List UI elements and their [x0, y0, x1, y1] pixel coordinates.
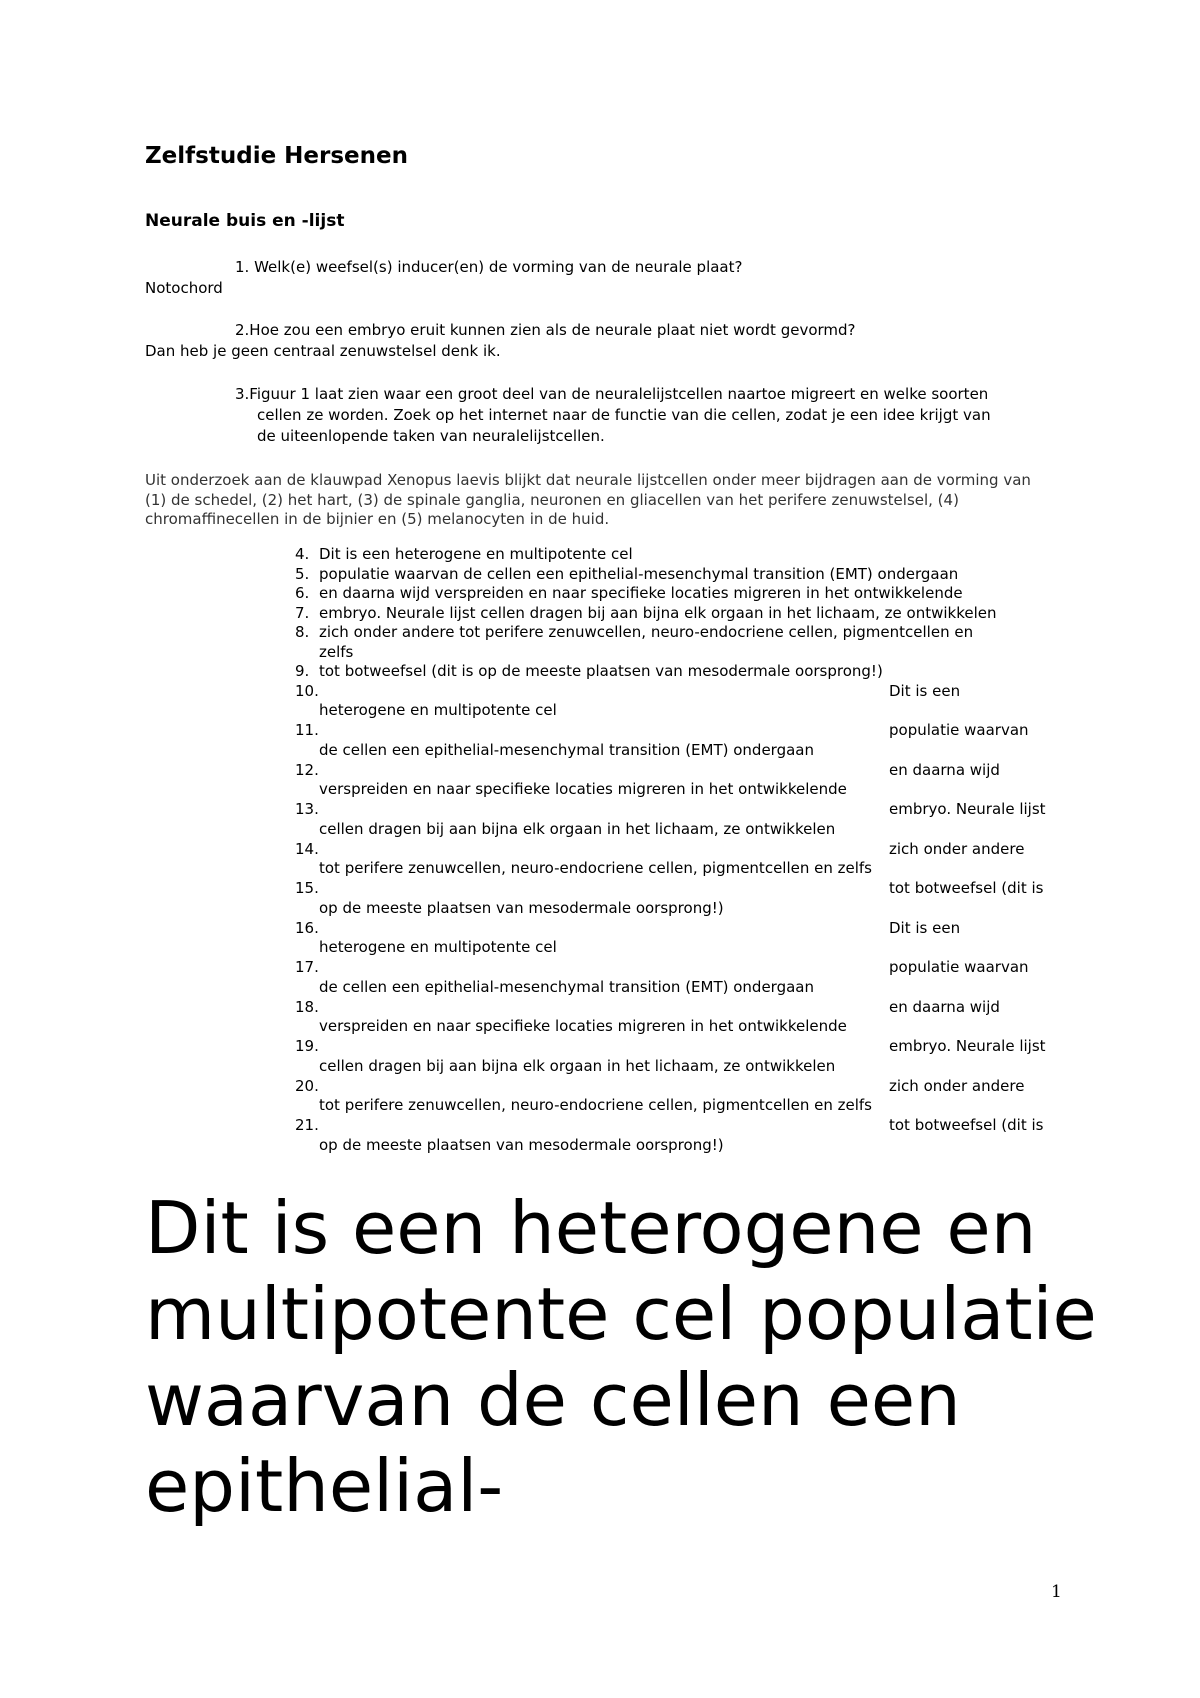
- large-text-block: Dit is een heterogene en multipotente cel populatie waarvan de cellen een epithelial-: [145, 1186, 1097, 1528]
- answer-1: Notochord: [145, 279, 223, 297]
- list-item: 7. embryo. Neurale lijst cellen dragen bij aan bijna elk orgaan in het lichaam, ze ontwikkelen: [295, 603, 997, 622]
- list-item: 11. populatie waarvan de cellen een epithelial-mesenchymal transition (EMT) ondergaan: [295, 721, 1029, 759]
- question-3-line-2: cellen ze worden. Zoek op het internet naar de functie van die cellen, zodat je een idee krijgt van: [257, 406, 991, 424]
- document-title: Zelfstudie Hersenen: [145, 143, 409, 169]
- list-item: 20. zich onder andere tot perifere zenuwcellen, neuro-endocriene cellen, pigmentcellen en zelfs: [295, 1076, 1025, 1114]
- list-item: 18. en daarna wijd verspreiden en naar specifieke locaties migreren in het ontwikkelende: [295, 997, 1000, 1035]
- section-heading: Neurale buis en -lijst: [145, 211, 345, 231]
- list-item: 16. Dit is een heterogene en multipotente cel: [295, 918, 961, 956]
- answer-2: Dan heb je geen centraal zenuwstelsel denk ik.: [145, 342, 501, 360]
- numbered-list: [295, 545, 1075, 1156]
- question-3-line-1: 3.Figuur 1 laat zien waar een groot deel van de neuralelijstcellen naartoe migreert en welke soorten: [235, 385, 989, 403]
- list-item: 13. embryo. Neurale lijst cellen dragen bij aan bijna elk orgaan in het lichaam, ze ontwikkelen: [295, 800, 1046, 838]
- list-item: 10. Dit is een heterogene en multipotente cel: [295, 681, 961, 719]
- list-item-continuation: zelfs: [319, 642, 354, 661]
- question-2: 2.Hoe zou een embryo eruit kunnen zien als de neurale plaat niet wordt gevormd?: [235, 321, 856, 339]
- question-3-line-3: de uiteenlopende taken van neuralelijstcellen.: [257, 427, 605, 445]
- list-item: 4. Dit is een heterogene en multipotente cel: [295, 545, 633, 563]
- list-item: 8. zich onder andere tot perifere zenuwcellen, neuro-endocriene cellen, pigmentcellen en: [295, 623, 974, 641]
- page-number: 1: [1051, 1582, 1062, 1602]
- list-item: 14. zich onder andere tot perifere zenuwcellen, neuro-endocriene cellen, pigmentcellen en zelfs: [295, 839, 1025, 877]
- list-item: 17. populatie waarvan de cellen een epithelial-mesenchymal transition (EMT) ondergaan: [295, 958, 1029, 996]
- xenopus-paragraph: Uit onderzoek aan de klauwpad Xenopus laevis blijkt dat neurale lijstcellen onder meer bijdragen aan de vorming van (1) de schedel, (2) het hart, (3) de spinale ganglia, neuronen en gliacellen van het perifere zenuwstelsel, (4) chromaffinecellen in de bijnier en (5) melanocyten in de huid.: [145, 471, 1031, 528]
- list-item: 6. en daarna wijd verspreiden en naar specifieke locaties migreren in het ontwikkelende: [295, 584, 963, 602]
- question-1: 1. Welk(e) weefsel(s) inducer(en) de vorming van de neurale plaat?: [235, 258, 743, 276]
- list-item: 21. tot botweefsel (dit is op de meeste plaatsen van mesodermale oorsprong!): [295, 1116, 1044, 1154]
- list-item: 12. en daarna wijd verspreiden en naar specifieke locaties migreren in het ontwikkelende: [295, 760, 1000, 798]
- question-3: [235, 384, 1075, 447]
- list-item: 9. tot botweefsel (dit is op de meeste plaatsen van mesodermale oorsprong!): [295, 662, 883, 680]
- list-item: 5. populatie waarvan de cellen een epithelial-mesenchymal transition (EMT) ondergaan: [295, 564, 959, 583]
- list-item: 19. embryo. Neurale lijst cellen dragen bij aan bijna elk orgaan in het lichaam, ze ontwikkelen: [295, 1037, 1046, 1075]
- list-item: 15. tot botweefsel (dit is op de meeste plaatsen van mesodermale oorsprong!): [295, 879, 1044, 917]
